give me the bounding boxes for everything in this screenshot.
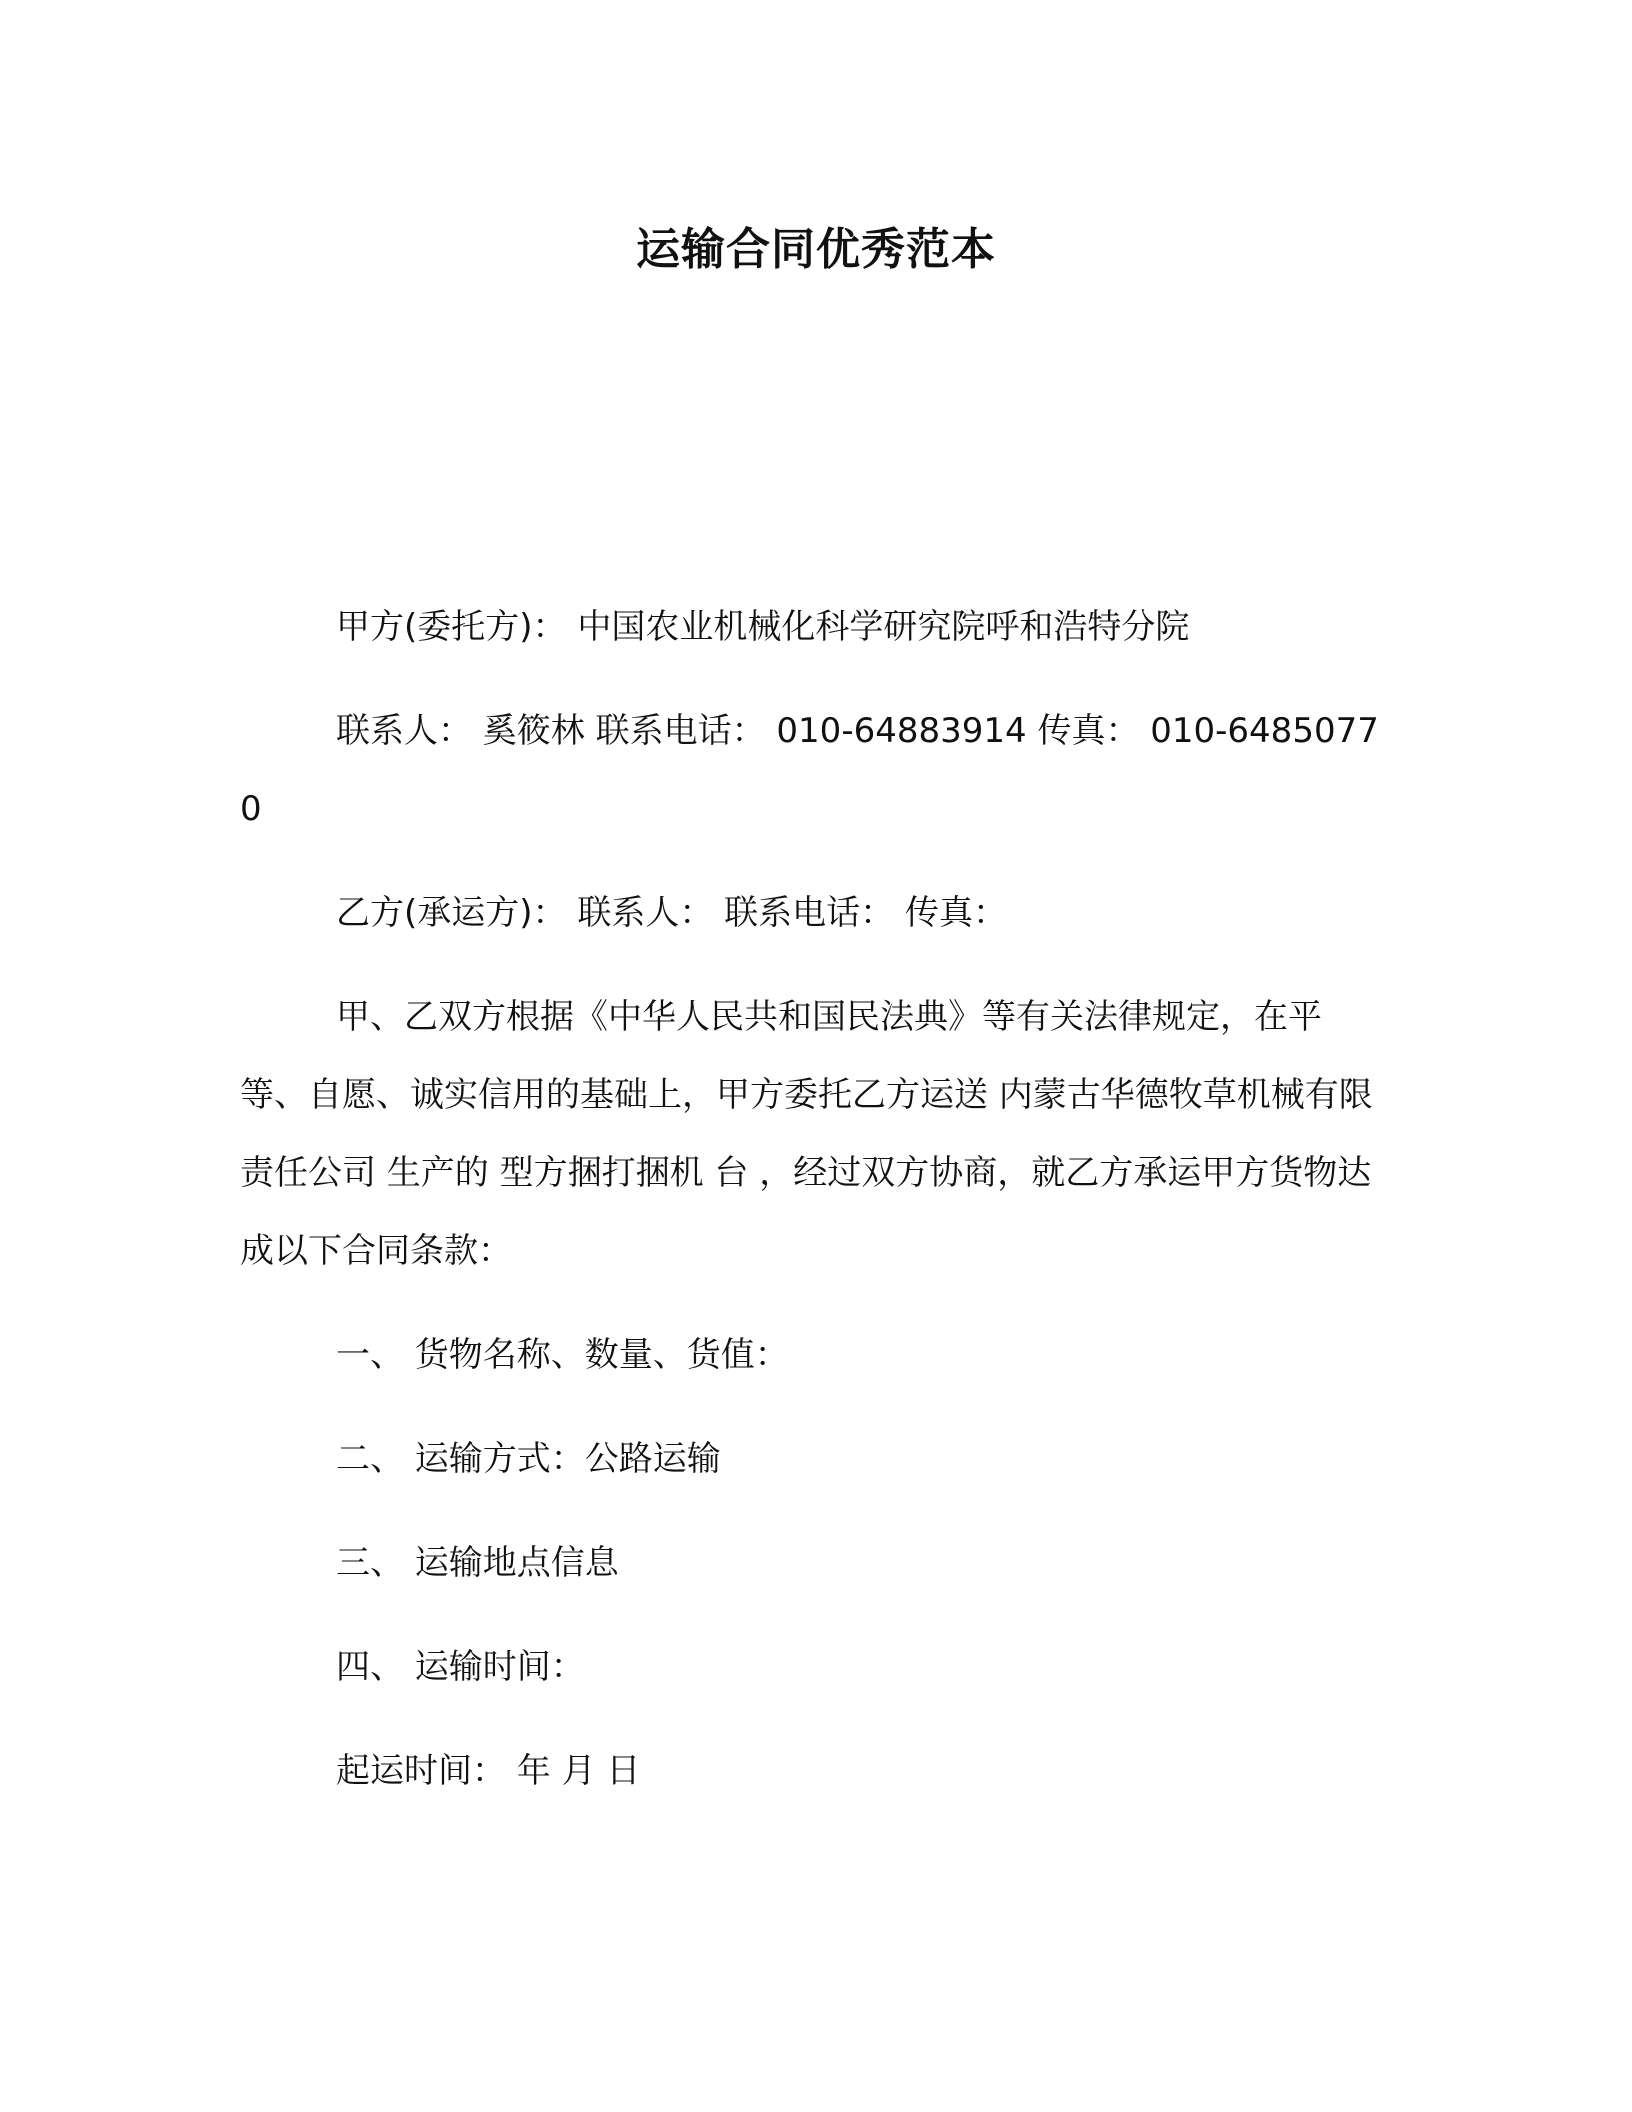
clause-2: 二、 运输方式：公路运输 — [336, 1439, 721, 1479]
party-a-line: 甲方(委托方)： 中国农业机械化科学研究院呼和浩特分院 — [336, 607, 1190, 647]
document-title: 运输合同优秀范本 — [636, 224, 996, 275]
clause-4: 四、 运输时间： — [336, 1647, 585, 1687]
party-b-line: 乙方(承运方)： 联系人： 联系电话： 传真： — [336, 893, 1007, 933]
party-a-contact: 联系人： 奚筱林 联系电话： 010-64883914 传真： 010-64850770 — [240, 711, 1379, 829]
clause-1: 一、 货物名称、数量、货值： — [336, 1335, 789, 1375]
departure-time: 起运时间： 年 月 日 — [336, 1751, 641, 1791]
preamble-paragraph: 甲、乙双方根据《中华人民共和国民法典》等有关法律规定，在平等、自愿、诚实信用的基础上，甲方委托乙方运送 内蒙古华德牧草机械有限责任公司 生产的 型方捆打捆机 台 ，经过双方协商，就乙方承运甲方货物达成以下合同条款： — [240, 997, 1373, 1271]
document-body — [240, 588, 1382, 1836]
clause-3: 三、 运输地点信息 — [336, 1543, 619, 1583]
